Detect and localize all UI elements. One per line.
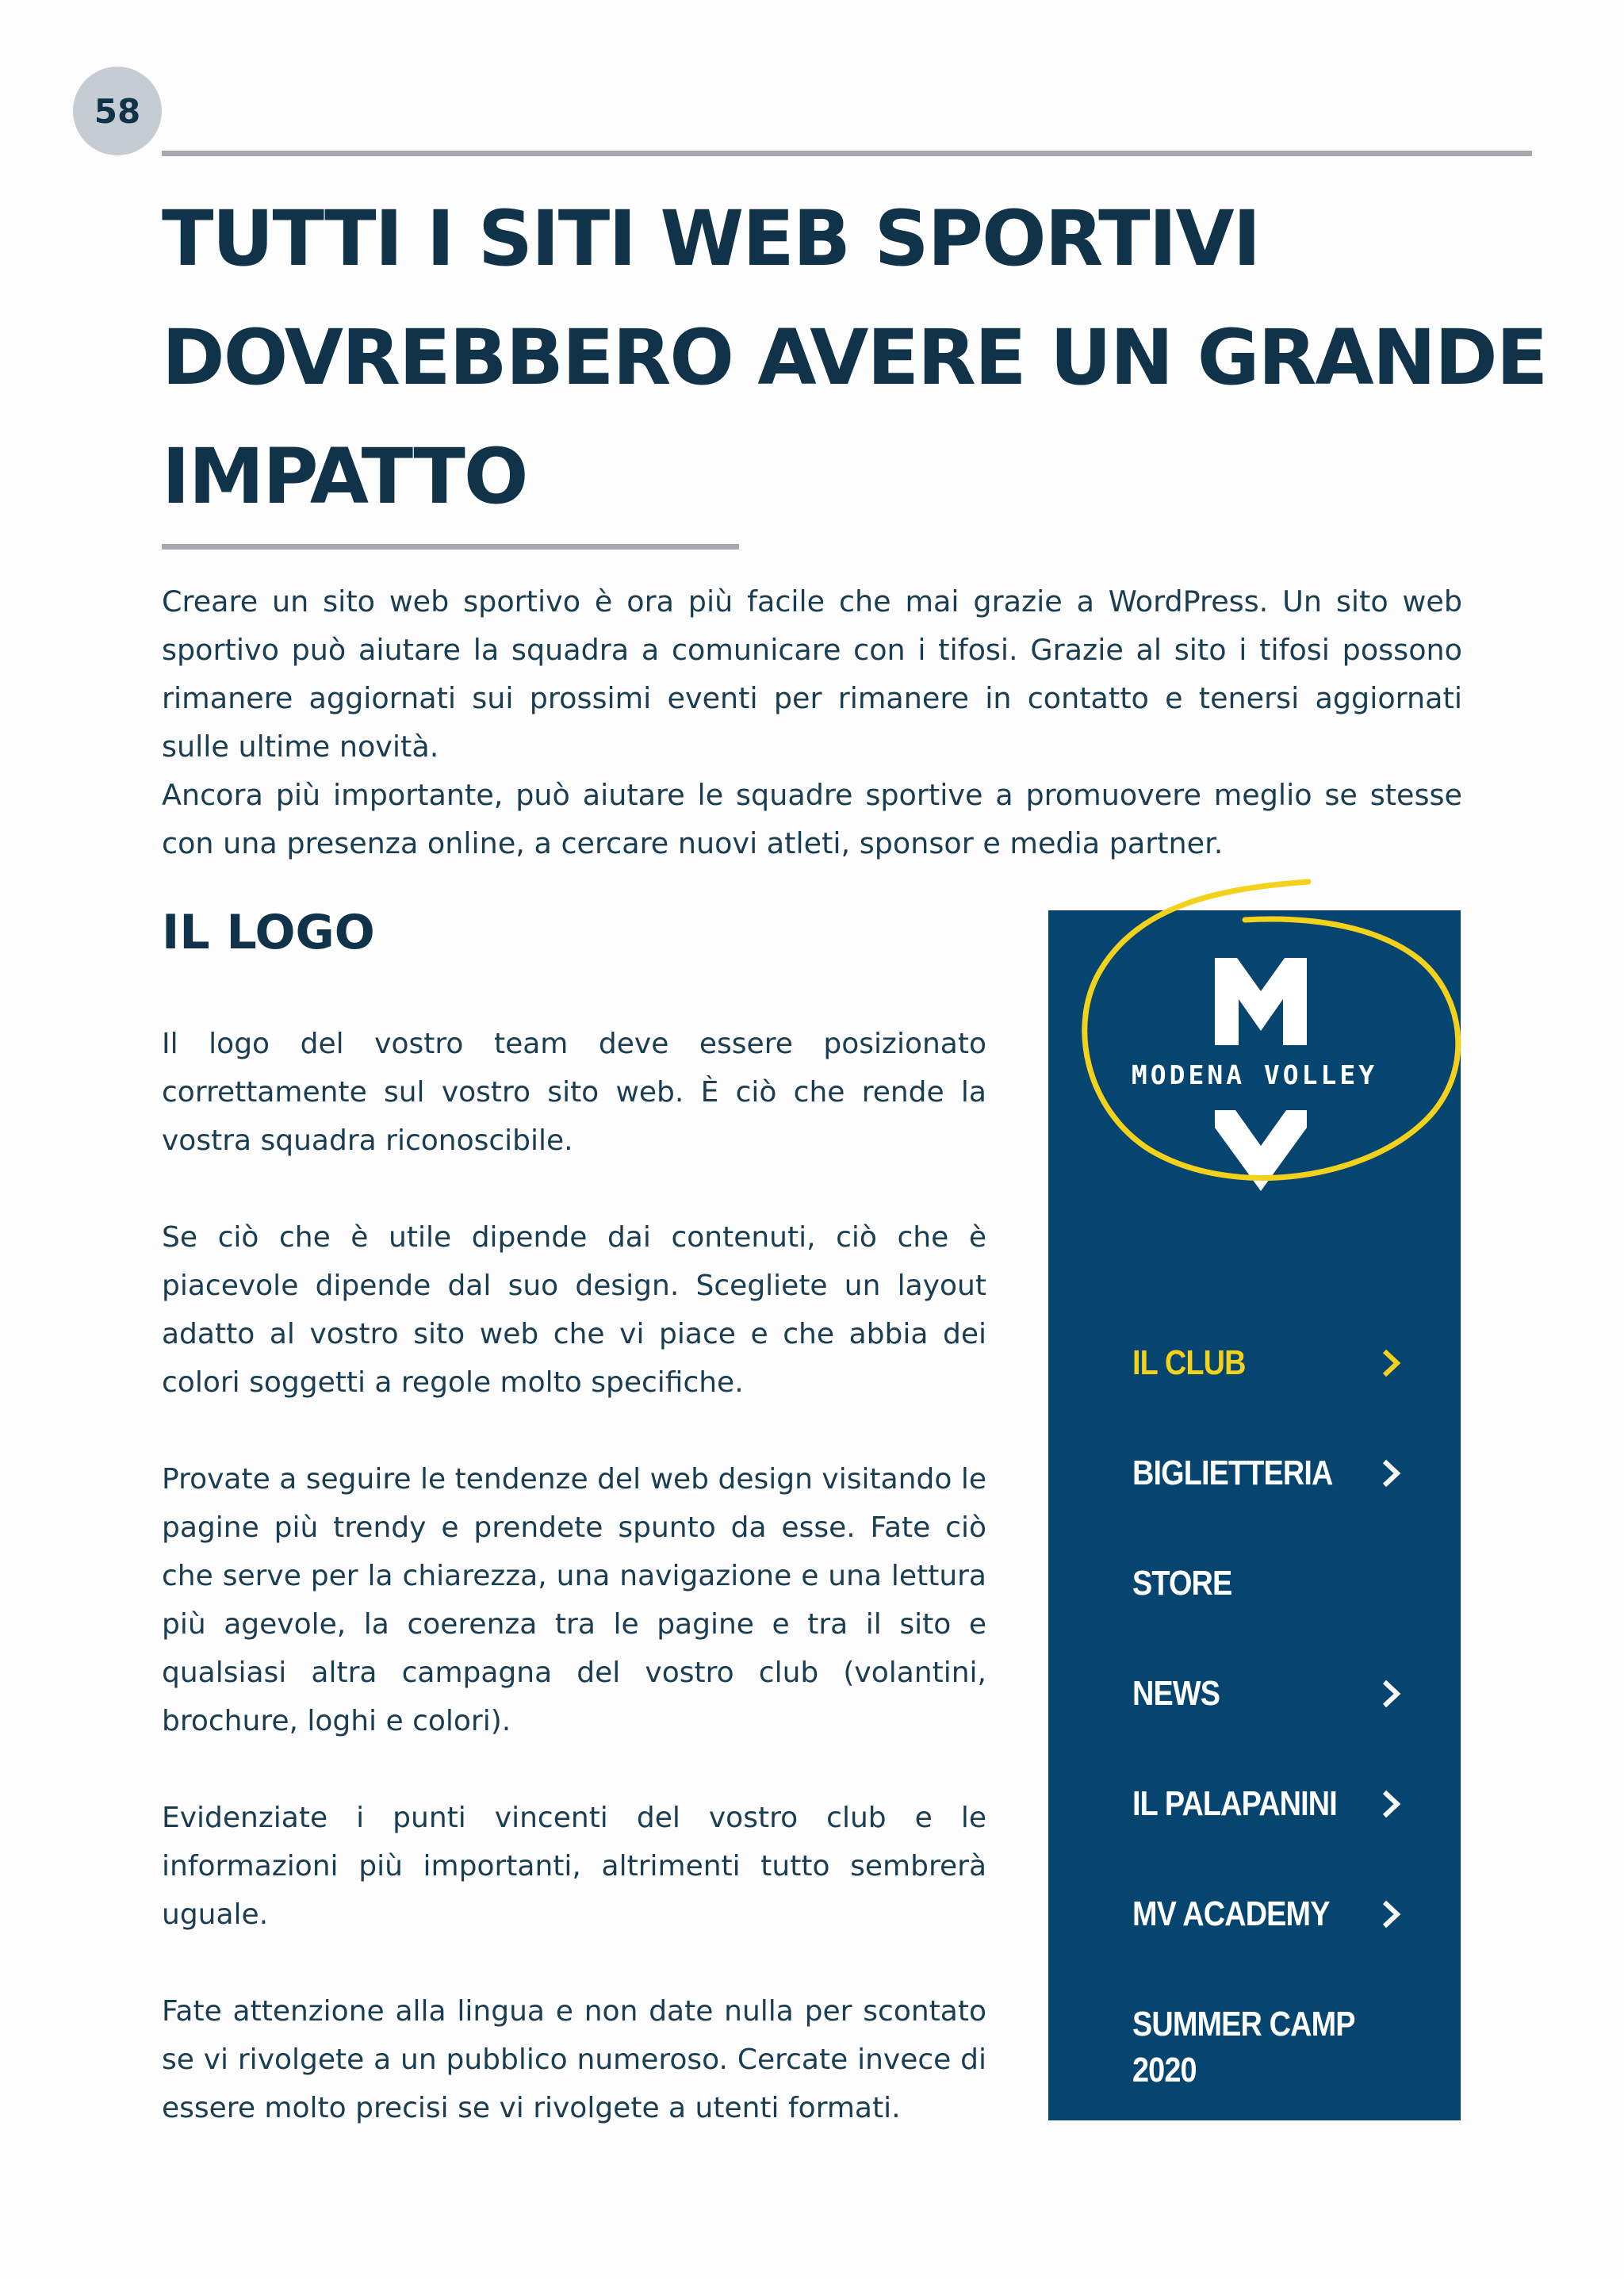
chevron-right-icon — [1381, 1459, 1402, 1488]
body-paragraph: Fate attenzione alla lingua e non date nulla per scontato se vi rivolgete a un pubblico numeroso. Cercate invece di essere molto precisi se vi rivolgete a utenti formati. — [162, 1995, 986, 2124]
menu-item-news[interactable] — [1132, 1671, 1402, 1717]
menu-item-summer-camp[interactable] — [1132, 2001, 1402, 2093]
title-line-3: IMPATTO — [162, 432, 527, 521]
modena-volley-logo — [1023, 872, 1499, 1237]
header-rule — [162, 151, 1532, 156]
menu-item-label: IL PALAPANINI — [1132, 1784, 1337, 1823]
page-number-badge — [73, 67, 162, 155]
menu-item-label: MV ACADEMY — [1132, 1894, 1330, 1933]
page-number: 58 — [94, 91, 141, 131]
menu-item-label: NEWS — [1132, 1674, 1220, 1713]
section-title: IL LOGO — [162, 905, 375, 960]
title-underline-rule — [162, 544, 739, 550]
m-letter-icon — [1215, 958, 1307, 1045]
menu-item-label: STORE — [1132, 1564, 1232, 1603]
body-paragraph: Provate a seguire le tendenze del web design visitando le pagine più trendy e prendete spunto da esse. Fate ciò che serve per la chiarezza, una navigazione e una lettura più agevole, la coerenza tra le pagine e tra il sito e qualsiasi altra campagna del vostro club (volantini, brochure, loghi e colori). — [162, 1463, 986, 1737]
intro-paragraph: Creare un sito web sportivo è ora più facile che mai grazie a WordPress. Un sito web sportivo può aiutare la squadra a comunicare con i tifosi. Grazie al sito i tifosi possono rimanere aggiornati sui prossimi eventi per rimanere in contatto e tenersi aggiornati sulle ultime novità. — [162, 584, 1462, 764]
title-line-1: TUTTI I SITI WEB SPORTIVI — [162, 194, 1260, 283]
body-paragraph: Se ciò che è utile dipende dai contenuti, ciò che è piacevole dipende dal suo design. Scegliete un layout adatto al vostro sito web che vi piace e che abbia dei colori soggetti a regole molto specifiche. — [162, 1221, 986, 1399]
menu-item-label: BIGLIETTERIA — [1132, 1454, 1333, 1492]
menu-item-mv-academy[interactable] — [1132, 1891, 1402, 1937]
menu-item-label: IL CLUB — [1132, 1343, 1246, 1382]
body-paragraph: Evidenziate i punti vincenti del vostro club e le informazioni più importanti, altrimenti tutto sembrerà uguale. — [162, 1802, 986, 1931]
menu-item-label: SUMMER CAMP 2020 — [1132, 2005, 1355, 2089]
logo-wordmark: MODENA VOLLEY — [1131, 1059, 1378, 1090]
menu-item-biglietteria[interactable] — [1132, 1450, 1402, 1496]
menu-item-il-club[interactable] — [1132, 1340, 1402, 1386]
title-line-2: DOVREBBERO AVERE UN GRANDE — [162, 313, 1547, 402]
chevron-right-icon — [1381, 1349, 1402, 1377]
intro-text — [162, 577, 1462, 868]
menu-item-il-palapanini[interactable] — [1132, 1781, 1402, 1827]
page-title — [162, 179, 1547, 536]
chevron-right-icon — [1381, 1900, 1402, 1929]
intro-paragraph: Ancora più importante, può aiutare le squadre sportive a promuovere meglio se stesse con una presenza online, a cercare nuovi atleti, sponsor e media partner. — [162, 778, 1462, 860]
chevron-right-icon — [1381, 1790, 1402, 1818]
body-text — [162, 1020, 986, 2181]
chevron-right-icon — [1381, 1680, 1402, 1708]
body-paragraph: Il logo del vostro team deve essere posizionato correttamente sul vostro sito web. È ciò che rende la vostra squadra riconoscibile. — [162, 1028, 986, 1157]
menu-item-store[interactable] — [1132, 1561, 1402, 1607]
